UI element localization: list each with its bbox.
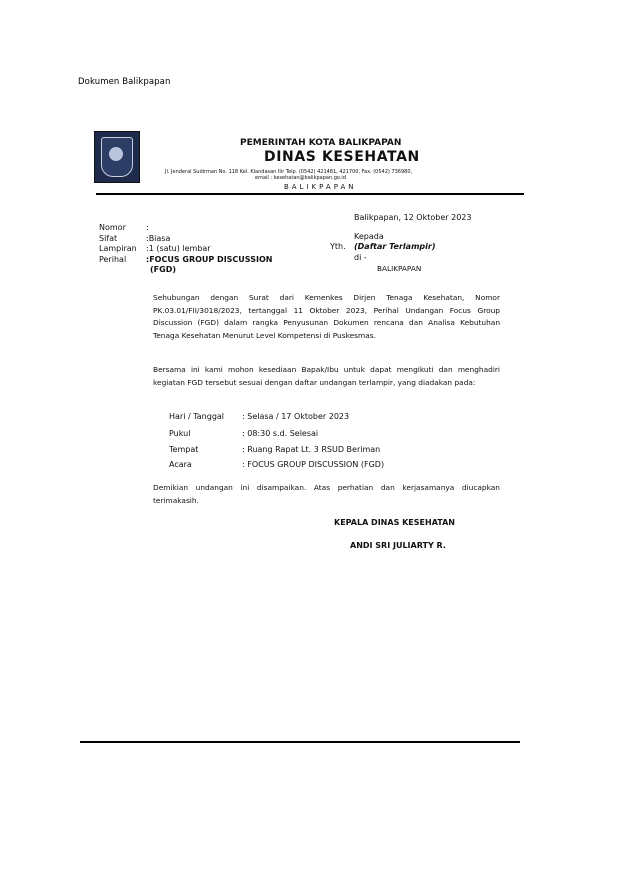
- schedule-event-value: : FOCUS GROUP DISCUSSION (FGD): [242, 460, 385, 469]
- schedule-place-value: : Ruang Rapat Lt. 3 RSUD Beriman: [242, 445, 381, 454]
- footer-divider: [80, 741, 520, 743]
- letterhead-government: PEMERINTAH KOTA BALIKPAPAN: [240, 138, 402, 148]
- body-paragraph-1: Sehubungan dengan Surat dari Kemenkes Dirjen Tenaga Kesehatan, Nomor PK.03.01/FII/3018/2023, tertanggal 11 Oktober 2023, Perihal Undangan Focus Group Discussion (FGD) dalam rangka Penyusunan Dokumen rencana dan Analisa Kebutuhan Tenaga Kesehatan Menurut Level Kompetensi di Puskesmas.: [153, 293, 500, 340]
- city-emblem-logo: [94, 131, 140, 183]
- kepada-label: Kepada: [354, 232, 384, 241]
- schedule-time-value: : 08:30 s.d. Selesai: [242, 429, 319, 438]
- closing-paragraph: Demikian undangan ini disampaikan. Atas perhatian dan kerjasamanya diucapkan terimakasih.: [153, 483, 500, 505]
- signatory-name: ANDI SRI JULIARTY R.: [350, 541, 446, 550]
- letterhead-address: Jl. Jenderal Sudirman No. 118 Kel. Klandasan Ilir Telp. (0542) 421481, 421700, Fax. (0542) 736980,: [165, 169, 413, 175]
- sifat-value: :Biasa: [146, 234, 171, 243]
- perihal-value: :FOCUS GROUP DISCUSSION: [146, 255, 273, 264]
- schedule-place-label: Tempat: [169, 445, 199, 454]
- schedule-time-label: Pukul: [169, 429, 191, 438]
- schedule-event-label: Acara: [169, 460, 192, 469]
- letterhead-divider: [96, 193, 524, 195]
- nomor-label: Nomor: [99, 223, 126, 232]
- schedule-day-label: Hari / Tanggal: [169, 412, 225, 421]
- letterhead-city: BALIKPAPAN: [284, 183, 357, 191]
- letterhead-office: DINAS KESEHATAN: [264, 149, 420, 165]
- document-source-label: Dokumen Balikpapan: [78, 77, 171, 87]
- recipient-list: (Daftar Terlampir): [354, 242, 436, 251]
- recipient-place: BALIKPAPAN: [377, 264, 422, 273]
- sifat-label: Sifat: [99, 234, 118, 243]
- schedule-day-value: : Selasa / 17 Oktober 2023: [242, 412, 350, 421]
- lampiran-value: :1 (satu) lembar: [146, 244, 211, 253]
- perihal-label: Perihal: [99, 255, 127, 264]
- letterhead-email: email : kesehatan@balikpapan.go.id: [255, 175, 346, 181]
- signatory-title: KEPALA DINAS KESEHATAN: [334, 518, 455, 527]
- di-label: di -: [354, 253, 367, 262]
- lampiran-label: Lampiran: [99, 244, 137, 253]
- nomor-value: :: [146, 223, 149, 232]
- letter-date: Balikpapan, 12 Oktober 2023: [354, 213, 472, 222]
- yth-label: Yth.: [330, 242, 346, 251]
- perihal-value-cont: (FGD): [150, 265, 176, 274]
- body-paragraph-2: Bersama ini kami mohon kesediaan Bapak/Ibu untuk dapat mengikuti dan menghadiri kegiatan FGD tersebut sesuai dengan daftar undangan terlampir, yang diadakan pada:: [153, 365, 500, 387]
